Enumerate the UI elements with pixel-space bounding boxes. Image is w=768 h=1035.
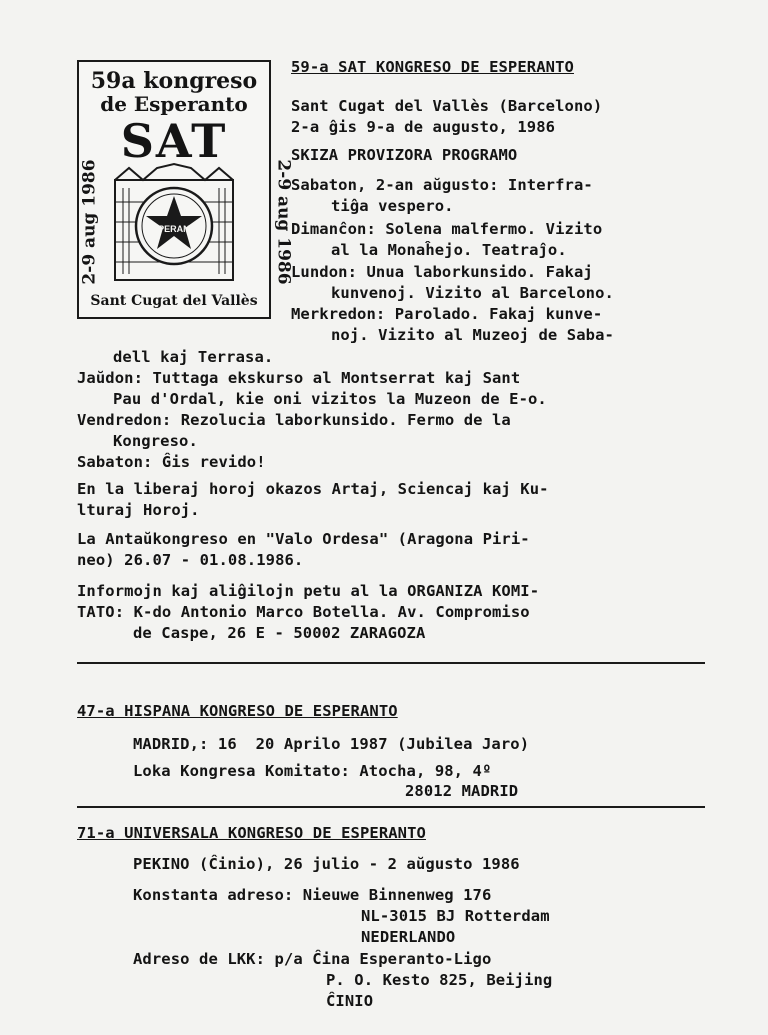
text-line: Konstanta adreso: Nieuwe Binnenweg 176 [133,886,492,904]
text-line: noj. Vizito al Muzeoj de Saba- [331,326,614,344]
text-line: Loka Kongresa Komitato: Atocha, 98, 4º [133,762,492,780]
text-line: 2-a ĝis 9-a de augusto, 1986 [291,118,556,136]
stamp-star-emblem [109,162,239,282]
text-line: Sabaton, 2-an aŭgusto: Interfra- [291,176,593,194]
text-line: P. O. Kesto 825, Beijing [326,971,553,989]
stamp-title-line1: 59a kongreso [90,68,258,94]
text-line: Vendredon: Rezolucia laborkunsido. Fermo de la [77,411,511,429]
stamp-side-right: 2-9 aug 1986 [273,159,294,285]
text-line: Lundon: Unua laborkunsido. Fakaj [291,263,593,281]
text-line: NEDERLANDO [361,928,456,946]
text-line: Dimanĉon: Solena malfermo. Vizito [291,220,603,238]
text-line: Pau d'Ordal, kie oni vizitos la Muzeon de E-o. [113,390,547,408]
stamp-star-label: ESPERANTO [146,224,202,234]
sat-congress-heading: 59-a SAT KONGRESO DE ESPERANTO [291,58,574,76]
stamp-place: Sant Cugat del Vallès [90,293,258,309]
text-line: de Caspe, 26 E - 50002 ZARAGOZA [133,624,426,642]
universala-congress-heading: 71-a UNIVERSALA KONGRESO DE ESPERANTO [77,824,426,842]
text-line: Merkredon: Parolado. Fakaj kunve- [291,305,603,323]
text-line: dell kaj Terrasa. [113,348,274,366]
text-line: ĈINIO [326,992,374,1010]
text-line: al la Monaĥejo. Teatraĵo. [331,241,567,259]
text-line: kunvenoj. Vizito al Barcelono. [331,284,614,302]
text-line: tiĝa vespero. [331,197,454,215]
text-line: MADRID,: 16 20 Aprilo 1987 (Jubilea Jaro) [133,735,530,753]
stamp-title-line2: de Esperanto [100,92,248,116]
text-line: La Antaŭkongreso en "Valo Ordesa" (Aragona Piri- [77,530,530,548]
text-line: PEKINO (Ĉinio), 26 julio - 2 aŭgusto 1986 [133,855,520,873]
text-line: SKIZA PROVIZORA PROGRAMO [291,146,518,164]
text-line: Sant Cugat del Vallès (Barcelono) [291,97,603,115]
text-line: 28012 MADRID [405,782,519,800]
text-line: TATO: K-do Antonio Marco Botella. Av. Compromiso [77,603,530,621]
text-line: Jaŭdon: Tuttaga ekskurso al Montserrat kaj Sant [77,369,521,387]
stamp-side-left: 2-9 aug 1986 [79,159,100,285]
section-divider [77,806,705,808]
text-line: Informojn kaj aliĝilojn petu al la ORGANIZA KOMI- [77,582,540,600]
text-line: lturaj Horoj. [77,501,200,519]
text-line: Adreso de LKK: p/a Ĉina Esperanto-Ligo [133,950,492,968]
text-line: En la liberaj horoj okazos Artaj, Sciencaj kaj Ku- [77,480,549,498]
text-line: Kongreso. [113,432,198,450]
stamp-sat: SAT [120,114,228,168]
section-divider [77,662,705,664]
hispana-congress-heading: 47-a HISPANA KONGRESO DE ESPERANTO [77,702,398,720]
sat-congress-stamp [77,60,294,319]
text-line: NL-3015 BJ Rotterdam [361,907,550,925]
text-line: Sabaton: Ĝis revido! [77,453,266,471]
text-line: neo) 26.07 - 01.08.1986. [77,551,304,569]
